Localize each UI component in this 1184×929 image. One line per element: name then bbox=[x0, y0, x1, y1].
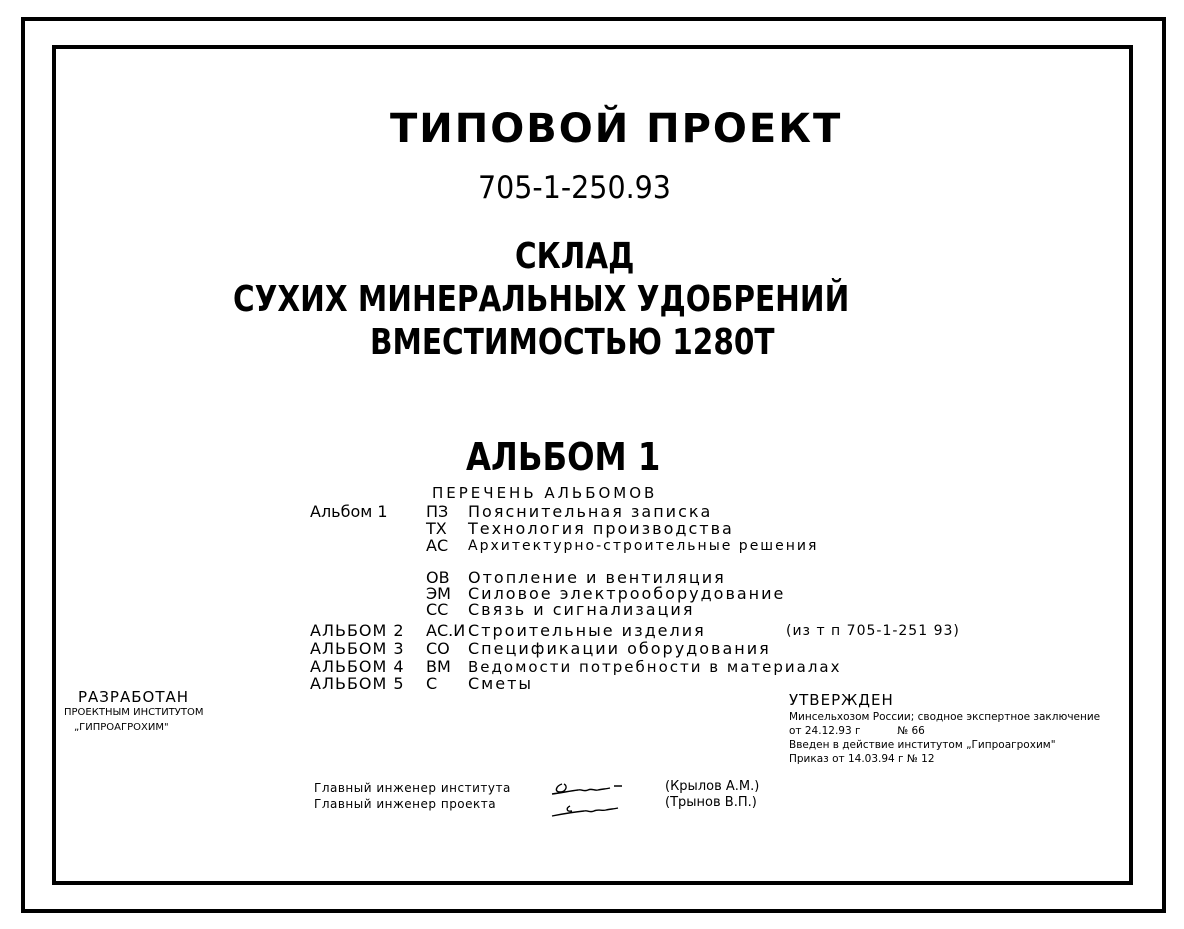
approval-line-3: Введен в действие институтом „Гипроагрохим" bbox=[789, 739, 1056, 751]
developer-block bbox=[64, 688, 204, 735]
list-item-name: Технология производства bbox=[468, 519, 734, 538]
signature-role-1: Главный инженер института bbox=[314, 781, 511, 795]
list-item-album: Альбом 1 bbox=[310, 502, 388, 521]
list-item-name: Отопление и вентиляция bbox=[468, 568, 726, 587]
list-item-code: АС bbox=[426, 536, 449, 555]
heading-line-3: ВМЕСТИМОСТЬЮ 1280Т bbox=[370, 322, 775, 363]
list-item-name: Строительные изделия bbox=[468, 621, 706, 640]
document-type-title: ТИПОВОЙ ПРОЕКТ bbox=[390, 106, 843, 152]
signature-name-2: (Трынов В.П.) bbox=[665, 795, 757, 810]
list-item-album: АЛЬБОМ 5 bbox=[310, 674, 405, 693]
list-item-album: АЛЬБОМ 3 bbox=[310, 639, 405, 658]
list-item-album: АЛЬБОМ 4 bbox=[310, 657, 405, 676]
list-item-name: Архитектурно-строительные решения bbox=[468, 538, 819, 554]
approval-line-4: Приказ от 14.03.94 г № 12 bbox=[789, 753, 935, 765]
list-item-name: Пояснительная записка bbox=[468, 502, 713, 521]
signature-role-2: Главный инженер проекта bbox=[314, 797, 497, 811]
list-item-name: Силовое электрооборудование bbox=[468, 584, 786, 603]
developer-line-2: ПРОЕКТНЫМ ИНСТИТУТОМ bbox=[64, 707, 204, 718]
developer-line-3: „ГИПРОАГРОХИМ" bbox=[74, 722, 169, 733]
list-item-code: ТХ bbox=[426, 519, 447, 538]
handwritten-signatures bbox=[548, 778, 628, 822]
approval-line-2: от 24.12.93 г № 66 bbox=[789, 725, 925, 737]
signature-roles bbox=[314, 780, 511, 812]
signature-name-1: (Крылов А.М.) bbox=[665, 779, 760, 794]
list-item-name: Спецификации оборудования bbox=[468, 639, 771, 658]
list-item-album: АЛЬБОМ 2 bbox=[310, 621, 405, 640]
approval-block bbox=[789, 693, 1100, 766]
album-list-title: ПЕРЕЧЕНЬ АЛЬБОМОВ bbox=[432, 484, 658, 502]
album-title: АЛЬБОМ 1 bbox=[466, 435, 661, 479]
list-item-code: ПЗ bbox=[426, 502, 449, 521]
list-item-name: Сметы bbox=[468, 674, 534, 693]
list-item-code: СО bbox=[426, 639, 450, 658]
list-item-code: АС.И bbox=[426, 621, 466, 640]
heading-line-2: СУХИХ МИНЕРАЛЬНЫХ УДОБРЕНИЙ bbox=[233, 279, 850, 320]
list-item-code: С bbox=[426, 674, 438, 693]
list-item-code: ОВ bbox=[426, 568, 450, 587]
list-item-code: ВМ bbox=[426, 657, 451, 676]
developer-label: РАЗРАБОТАН bbox=[78, 688, 190, 706]
heading-line-1: СКЛАД bbox=[515, 236, 635, 277]
approval-label: УТВЕРЖДЕН bbox=[789, 691, 894, 709]
project-code: 705-1-250.93 bbox=[478, 170, 671, 206]
list-item-name: Связь и сигнализация bbox=[468, 600, 695, 619]
signature-names bbox=[665, 779, 759, 811]
approval-line-1: Минсельхозом России; сводное экспертное заключение bbox=[789, 711, 1101, 723]
list-item-name: Ведомости потребности в материалах bbox=[468, 658, 842, 676]
list-item-code: ЭМ bbox=[426, 584, 451, 603]
list-item-code: СС bbox=[426, 600, 449, 619]
list-item-note: (из т п 705-1-251 93) bbox=[786, 623, 960, 639]
